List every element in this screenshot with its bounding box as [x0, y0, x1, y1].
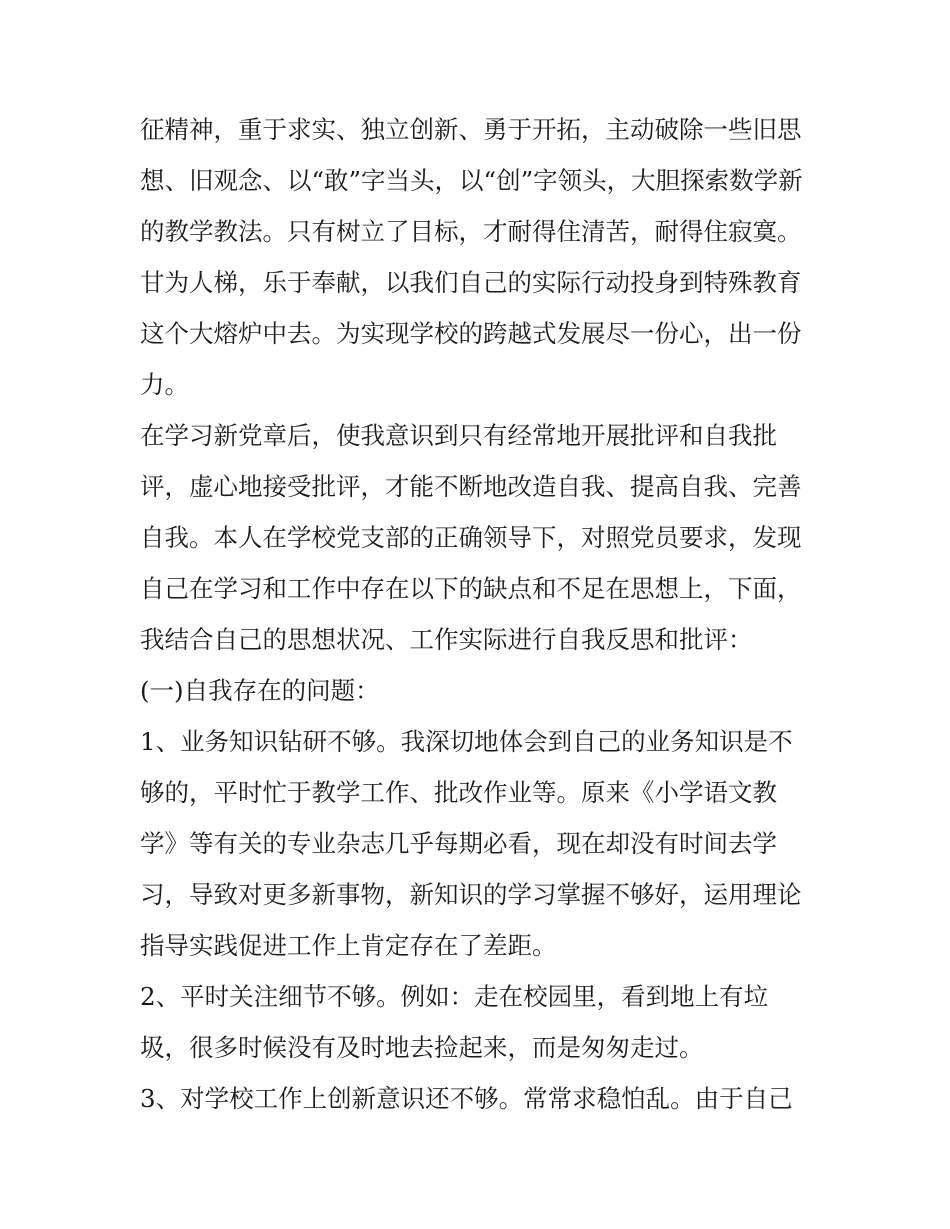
text-line: 评，虚心地接受批评，才能不断地改造自我、提高自我、完善	[140, 472, 802, 501]
text-line: 自我。本人在学校党支部的正确领导下，对照党员要求，发现	[140, 523, 802, 552]
text-line: 够的，平时忙于教学工作、批改作业等。原来《小学语文教	[140, 778, 777, 807]
section-heading: (一)自我存在的问题：	[140, 676, 380, 705]
text-line: 1、业务知识钻研不够。我深切地体会到自己的业务知识是不	[140, 727, 793, 756]
text-line: 想、旧观念、以“敢”字当头，以“创”字领头，大胆探索数学新	[140, 166, 803, 195]
text-line: 自己在学习和工作中存在以下的缺点和不足在思想上，下面，	[140, 574, 802, 603]
text-line: 甘为人梯，乐于奉献，以我们自己的实际行动投身到特殊教育	[140, 268, 802, 297]
text-line: 2、平时关注细节不够。例如：走在校园里，看到地上有垃	[140, 982, 769, 1011]
text-line: 习，导致对更多新事物，新知识的学习掌握不够好，运用理论	[140, 880, 802, 909]
text-line: 学》等有关的专业杂志几乎每期必看，现在却没有时间去学	[140, 829, 777, 858]
text-line: 指导实践促进工作上肯定存在了差距。	[140, 931, 557, 960]
text-line: 在学习新党章后，使我意识到只有经常地开展批评和自我批	[140, 421, 777, 450]
text-line: 我结合自己的思想状况、工作实际进行自我反思和批评：	[140, 625, 753, 654]
text-line: 圾，很多时候没有及时地去捡起来，而是匆匆走过。	[140, 1033, 704, 1062]
text-line: 这个大熔炉中去。为实现学校的跨越式发展尽一份心，出一份	[140, 319, 802, 348]
text-line: 征精神，重于求实、独立创新、勇于开拓，主动破除一些旧思	[140, 115, 802, 144]
text-line: 力。	[140, 370, 189, 399]
text-line: 的教学教法。只有树立了目标，才耐得住清苦，耐得住寂寞。	[140, 217, 802, 246]
text-line: 3、对学校工作上创新意识还不够。常常求稳怕乱。由于自己	[140, 1084, 793, 1113]
